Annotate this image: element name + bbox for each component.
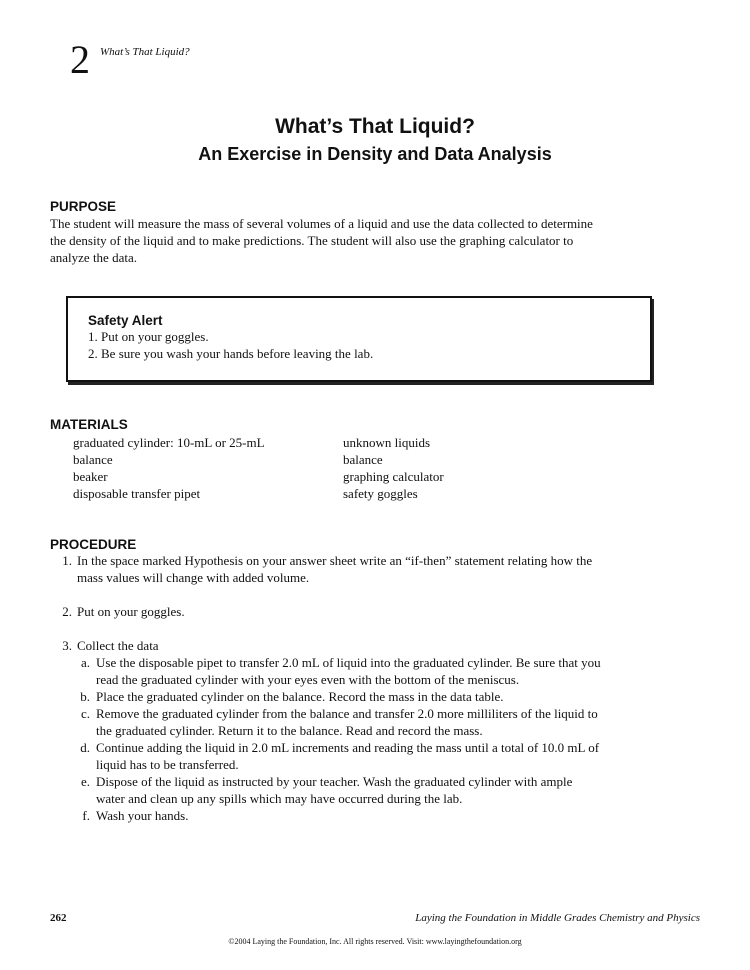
safety-heading: Safety Alert [88,313,163,328]
materials-column-left [73,434,343,502]
substep-line: Use the disposable pipet to transfer 2.0 mL of liquid into the graduated cylinder. Be sure that you [96,655,601,670]
material-item: balance [343,452,383,467]
material-item: balance [73,452,113,467]
safety-item: 2. Be sure you wash your hands before leaving the lab. [88,346,374,361]
purpose-heading: PURPOSE [50,199,117,214]
procedure-step [50,603,700,620]
substep-line: water and clean up any spills which may have occurred during the lab. [96,791,463,806]
substep-letter: f. [82,808,90,823]
substep-line: Dispose of the liquid as instructed by your teacher. Wash the graduated cylinder with ample [96,774,573,789]
substep-line: read the graduated cylinder with your eyes even with the bottom of the meniscus. [96,672,520,687]
procedure-step [50,552,700,586]
step-number: 2. [62,604,72,619]
page-title: What’s That Liquid? [275,115,475,138]
chapter-number: 2 [70,37,90,82]
material-item: safety goggles [343,486,418,501]
chapter-header [70,37,190,82]
substep-line: the graduated cylinder. Return it to the balance. Read and record the mass. [96,723,483,738]
procedure-heading: PROCEDURE [50,537,137,552]
series-title: Laying the Foundation in Middle Grades Chemistry and Physics [415,912,700,924]
substep-line: Place the graduated cylinder on the balance. Record the mass in the data table. [96,689,504,704]
page-subtitle: An Exercise in Density and Data Analysis [198,144,552,164]
title-block [0,114,750,166]
step-line: mass values will change with added volume. [77,570,310,585]
step-line: Collect the data [77,638,159,653]
material-item: beaker [73,469,108,484]
purpose-line: analyze the data. [50,250,137,265]
material-item: disposable transfer pipet [73,486,201,501]
page-number: 262 [50,912,67,924]
purpose-line: The student will measure the mass of several volumes of a liquid and use the data collected to determine [50,216,593,231]
procedure-substep [72,773,700,807]
procedure-substep [72,688,700,705]
procedure-substep [72,654,700,688]
materials-section [50,417,700,502]
procedure-step [50,637,700,654]
procedure-section [50,537,700,824]
materials-column-right [343,434,613,502]
substep-letter: d. [80,740,90,755]
chapter-title: What’s That Liquid? [100,46,190,58]
step-line: Put on your goggles. [77,604,185,619]
copyright-notice: ©2004 Laying the Foundation, Inc. All rights reserved. Visit: www.layingthefoundation.org [228,937,522,946]
materials-heading: MATERIALS [50,417,128,432]
page-footer [50,912,700,924]
substep-line: Continue adding the liquid in 2.0 mL increments and reading the mass until a total of 10.0 mL of [96,740,600,755]
material-item: unknown liquids [343,435,431,450]
procedure-substep [72,705,700,739]
step-line: In the space marked Hypothesis on your answer sheet write an “if-then” statement relating how the [77,553,593,568]
safety-alert-box [66,296,652,382]
substep-letter: a. [80,655,90,670]
step-number: 3. [62,638,72,653]
materials-list [73,434,700,502]
material-item: graduated cylinder: 10-mL or 25-mL [73,435,265,450]
purpose-text [50,215,700,266]
substep-letter: e. [80,774,90,789]
purpose-section [50,199,700,266]
procedure-substep [72,739,700,773]
substep-line: Remove the graduated cylinder from the balance and transfer 2.0 more milliliters of the liquid to [96,706,598,721]
step-number: 1. [62,553,72,568]
substep-line: Wash your hands. [96,808,189,823]
safety-item: 1. Put on your goggles. [88,329,209,344]
purpose-line: the density of the liquid and to make predictions. The student will also use the graphing calculator to [50,233,574,248]
substep-list [72,654,700,824]
procedure-substep [72,807,700,824]
substep-letter: b. [80,689,90,704]
material-item: graphing calculator [343,469,444,484]
substep-line: liquid has to be transferred. [96,757,239,772]
substep-letter: c. [80,706,90,721]
